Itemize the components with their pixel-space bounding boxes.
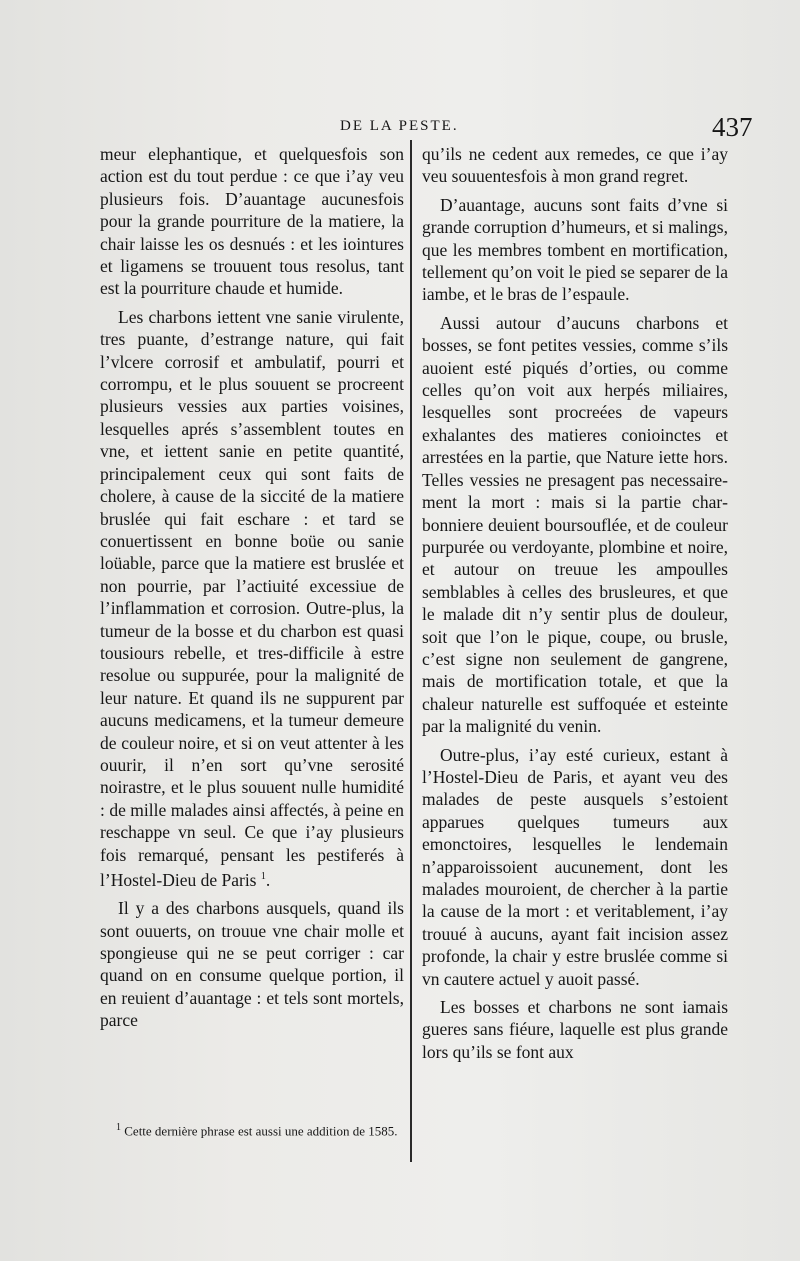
left-paragraph-2-text: Les charbons iettent vne sanie virulente, tres puante, d’estrange nature, qui fait l’vlcere corrosif et ambulatif, pourri et corrompu, et le plus souuent se procreent plusieurs vessies aux parties voisines, lesquelles aprés s’assemblent toutes en vne, et iettent sanie en petite quantité, principalement ceux qui sont faits de cholere, à cause de la siccité de la matiere bruslée qui fait eschare : et tard se conuertissent en bonne boüe ou sanie loüable, parce que la matiere est bruslée et non pourrie, par l’actiuité excessiue de l’inflammation et corrosion. Outre-plus, la tumeur de la bosse et du charbon est quasi tousiours rebelle, et tres-difficile à estre resolue ou suppurée, pour la malignité de leur nature. Et quand ils ne suppurent par aucuns medicamens, et la tumeur demeure de couleur noire, et si on veut attenter à les ouurir, il n’en sort qu’vne serosité noirastre, et le plus souuent nulle humidité : de mille malades ainsi affectés, à peine en reschappe vn seul. Ce que i’ay plusieurs fois remarqué, pensant les pestiferés à l’Hostel-Dieu de Paris bbox=[100, 306, 404, 890]
left-paragraph-1: meur elephantique, et quelquesfois son action est du tout perdue : ce que i’ay veu plusieurs fois. D’auantage aucunesfois pour la grande pourriture de la matiere, la chair laisse les os desnués : et les iointures et ligamens se trouuent tous resolus, tant est la pourriture chaude et humide. bbox=[100, 144, 404, 299]
footnote-marker: 1 bbox=[116, 1122, 121, 1133]
page-number: 437 bbox=[712, 112, 753, 142]
right-paragraph-5: Les bosses et charbons ne sont iamais gueres sans fiéure, laquelle est plus grande lors qu’ils se font aux bbox=[422, 997, 728, 1062]
left-paragraph-2 bbox=[100, 306, 404, 891]
left-column bbox=[100, 143, 404, 1038]
right-paragraph-3: Aussi autour d’aucuns charbons et bosses, se font petites vessies, comme s’ils auoient esté piqués d’orties, ou comme celles qu’on voit aux herpés miliaires, lesquelles sont procreées de vapeurs exhalantes des matieres conioinctes et arrestées en la partie, que Nature iette hors. Telles vessies ne presagent pas necessairement la mort : mais si la partie charbonniere deuient boursouflée, et de couleur purpurée ou verdoyante, plombine et noire, et autour on treuue les ampoulles semblables à celles des brusleures, et que le malade dit n’y sentir plus de douleur, soit que l’on le pique, coupe, ou brusle, c’est signe non seulement de gangrene, mais de mortification totale, et que la chaleur naturelle est suffoquée et esteinte par la malignité du venin. bbox=[422, 312, 728, 737]
footnote-text: Cette dernière phrase est aussi une addition de 1585. bbox=[124, 1123, 398, 1139]
column-rule bbox=[410, 140, 412, 1162]
left-paragraph-3: Il y a des charbons ausquels, quand ils sont ouuerts, on trouue vne chair molle et spongieuse qui ne se peut corriger : car quand on en consume quelque portion, il en reuient d’auantage : et tels sont mortels, parce bbox=[100, 898, 404, 1031]
right-paragraph-2: D’auantage, aucuns sont faits d’vne si grande corruption d’humeurs, et si malings, que les membres tombent en mortification, tellement qu’on voit le pied se separer de la iambe, et le bras de l’espaule. bbox=[422, 194, 728, 305]
right-column bbox=[422, 143, 728, 1069]
right-paragraph-1: qu’ils ne cedent aux remedes, ce que i’ay veu souuentesfois à mon grand regret. bbox=[422, 144, 728, 187]
footnote bbox=[116, 1118, 404, 1140]
right-paragraph-4: Outre-plus, i’ay esté curieux, estant à l’Hostel-Dieu de Paris, et ayant veu des malades de peste ausquels s’estoient apparues quelques tumeurs aux emonctoires, lesquelles le lendemain n’apparoissoient aucunement, dont les malades mouroient, de chercher à la partie la cause de la mort : et veritablement, i’ay trouué à aucuns, ayant fait incision assez profonde, la chair y estre bruslée comme si vn cautere actuel y auoit passé. bbox=[422, 744, 728, 989]
running-title: DE LA PESTE. bbox=[340, 118, 459, 134]
left-paragraph-2-end: . bbox=[265, 869, 271, 890]
footnote-reference: 1 bbox=[260, 871, 266, 882]
